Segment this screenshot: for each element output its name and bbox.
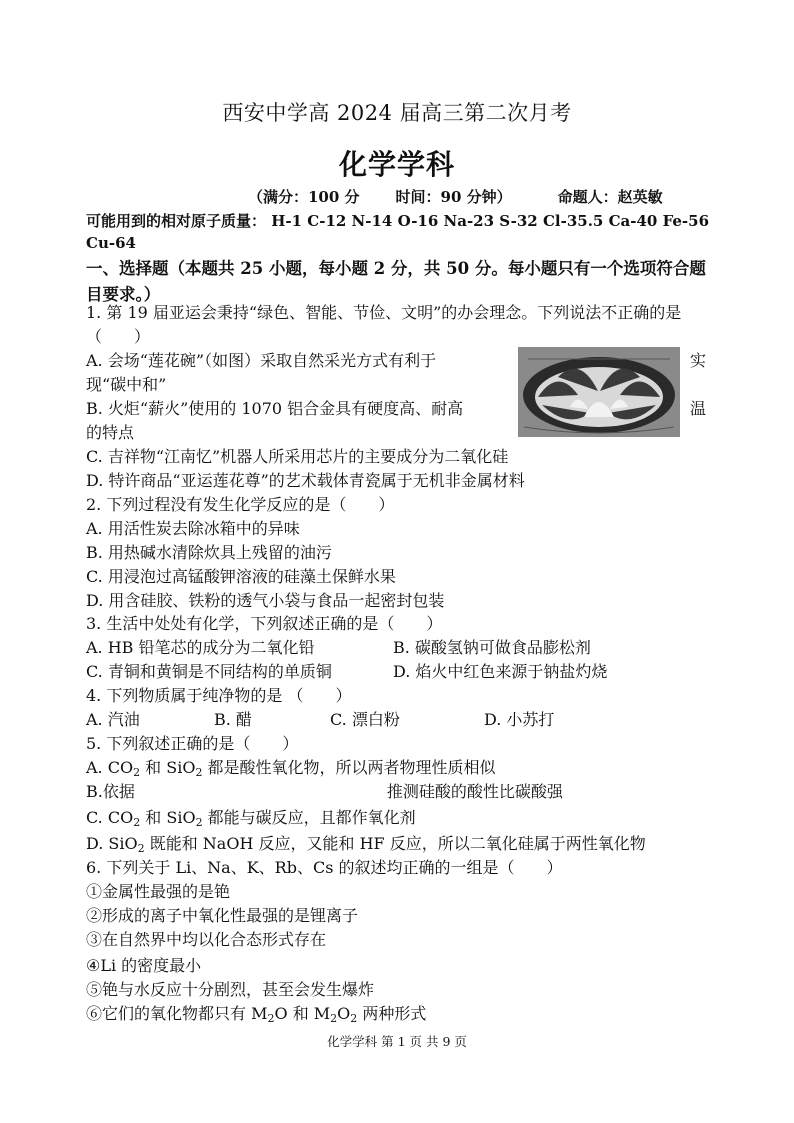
- subject-title: 化学学科: [338, 148, 455, 181]
- question-2-option-d: D. 用含硅胶、铁粉的透气小袋与食品一起密封包装: [86, 591, 445, 610]
- question-1-option-a-tail: 实: [690, 351, 707, 370]
- question-4-stem: 4. 下列物质属于纯净物的是 （ ）: [86, 686, 352, 705]
- question-5-option-b: B.依据 推测硅酸的酸性比碳酸强: [86, 782, 563, 801]
- question-1-option-a-cont: 现“碳中和”: [86, 375, 167, 394]
- question-6-stem: 6. 下列关于 Li、Na、K、Rb、Cs 的叙述均正确的一组是（ ）: [86, 858, 563, 877]
- question-5-option-a: A. $CO_2$ 和 SiO$_2$ 都是酸性氧化物，所以两者物理性质相似: [86, 758, 496, 779]
- question-4-option-c: C. 漂白粉: [330, 710, 400, 729]
- question-6-statement-5: ⑤铯与水反应十分剧烈，甚至会发生爆炸: [86, 980, 375, 999]
- full-score: （满分：100 分: [248, 188, 360, 206]
- lotus-bowl-stadium-photo: [518, 347, 680, 437]
- question-4-option-b: B. 醋: [214, 710, 252, 729]
- question-2-option-c: C. 用浸泡过高锰酸钾溶液的硅藻土保鲜水果: [86, 567, 396, 586]
- question-1-option-b-cont: 的特点: [86, 423, 135, 442]
- exam-title: 西安中学高 2024 届高三第二次月考: [222, 101, 572, 125]
- question-3-stem: 3. 生活中处处有化学，下列叙述正确的是（ ）: [86, 614, 443, 633]
- exam-author: 命题人：赵英敏: [557, 188, 663, 206]
- question-1-option-d: D. 特许商品“亚运莲花尊”的艺术载体青瓷属于无机非金属材料: [86, 471, 525, 490]
- question-4-option-d: D. 小苏打: [484, 710, 555, 729]
- question-4-option-a: A. 汽油: [86, 710, 140, 729]
- question-5-option-c: C. $CO_2$ 和 SiO$_2$ 都能与碳反应，且都作氧化剂: [86, 808, 416, 829]
- page-footer: 化学学科 第 1 页 共 9 页: [327, 1034, 467, 1049]
- question-6-statement-3: ③在自然界中均以化合态形式存在: [86, 930, 327, 949]
- question-1-option-a: A. 会场“莲花碗”（如图）采取自然采光方式有利于: [86, 351, 437, 370]
- question-3-option-c: C. 青铜和黄铜是不同结构的单质铜: [86, 662, 332, 681]
- question-6-statement-6: ⑥它们的氧化物都只有 $M_2O$ 和 $M_2O_2$ 两种形式: [86, 1004, 427, 1025]
- question-6-statement-4: ④Li 的密度最小: [86, 956, 202, 975]
- question-3-option-b: B. 碳酸氢钠可做食品膨松剂: [393, 638, 591, 657]
- question-2-stem: 2. 下列过程没有发生化学反应的是（ ）: [86, 495, 395, 514]
- question-5-stem: 5. 下列叙述正确的是（ ）: [86, 734, 299, 753]
- exam-info-line: [248, 186, 663, 207]
- question-2-option-b: B. 用热碱水清除炊具上残留的油污: [86, 543, 332, 562]
- question-1-option-b: B. 火炬“薪火”使用的 1070 铝合金具有硬度高、耐高: [86, 399, 464, 418]
- question-2-option-a: A. 用活性炭去除冰箱中的异味: [86, 519, 300, 538]
- question-6-statement-2: ②形成的离子中氧化性最强的是锂离子: [86, 906, 359, 925]
- question-1-stem: 1. 第 19 届亚运会秉持“绿色、智能、节俭、文明”的办会理念。下列说法不正确的是（ ）: [86, 303, 682, 346]
- question-3-option-d: D. 焰火中红色来源于钠盐灼烧: [393, 662, 608, 681]
- question-1-option-c: C. 吉祥物“江南忆”机器人所采用芯片的主要成分为二氧化硅: [86, 447, 509, 466]
- question-6-statement-1: ①金属性最强的是铯: [86, 882, 231, 901]
- question-1-option-b-tail: 温: [690, 399, 707, 418]
- exam-time: 时间：90 分钟）: [395, 188, 512, 206]
- question-5-option-d: D. SiO$_2$ 既能和 NaOH 反应，又能和 HF 反应，所以二氧化硅属于两性氧化物: [86, 834, 646, 855]
- atomic-masses: 可能用到的相对原子质量： H-1 C-12 N-14 O-16 Na-23 S-32 Cl-35.5 Ca-40 Fe-56 Cu-64: [86, 212, 710, 252]
- section-heading: 一、选择题（本题共 25 小题，每小题 2 分，共 50 分。每小题只有一个选项符合题目要求。）: [86, 259, 706, 304]
- question-3-option-a: A. HB 铅笔芯的成分为二氧化铅: [86, 638, 315, 657]
